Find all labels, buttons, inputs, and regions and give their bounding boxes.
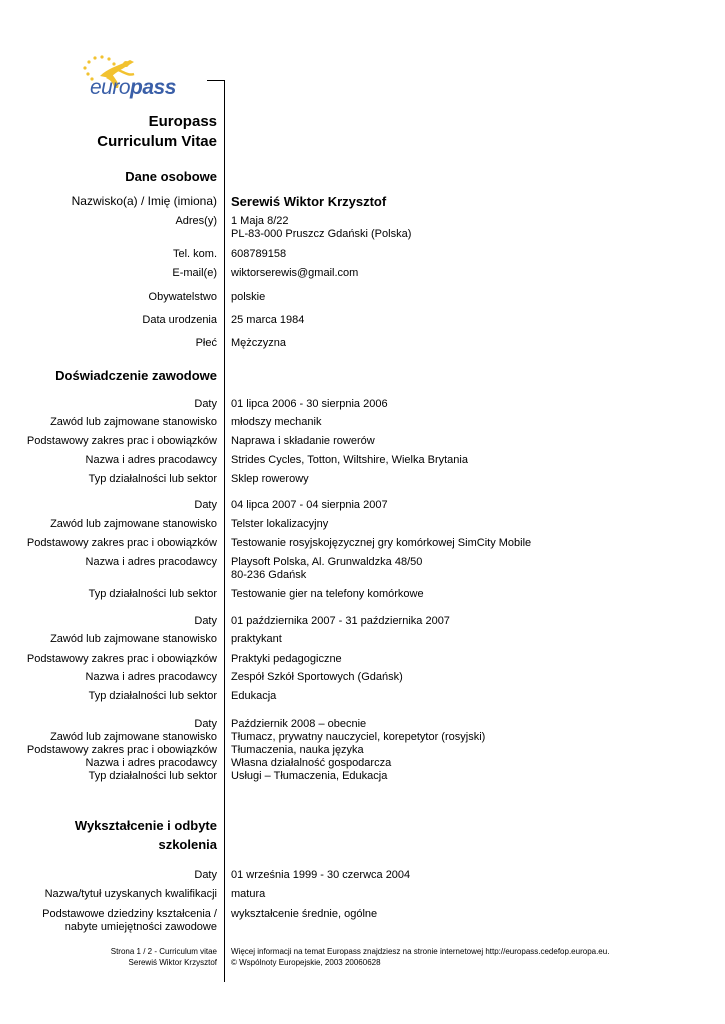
dates-label: Daty: [194, 615, 217, 627]
job-employer: Strides Cycles, Totton, Wiltshire, Wielka Brytania: [231, 454, 468, 466]
subjects-label: [42, 908, 217, 934]
job-sector: Sklep rowerowy: [231, 473, 309, 485]
job-duties: Naprawa i składanie rowerów: [231, 435, 375, 447]
qualification-value: matura: [231, 888, 266, 900]
employer-line-1: Playsoft Polska, Al. Grunwaldzka 48/50: [231, 556, 423, 568]
europass-logo: [78, 54, 178, 106]
employer-label: Nazwa i adres pracodawcy: [85, 454, 217, 466]
job-duties: Praktyki pedagogiczne: [231, 653, 342, 665]
position-label: Zawód lub zajmowane stanowisko: [50, 731, 217, 743]
logo-part-pass: pass: [130, 76, 176, 99]
dates-label: Daty: [194, 499, 217, 511]
education-heading-line-2: szkolenia: [158, 837, 217, 852]
subjects-value: wykształcenie średnie, ogólne: [231, 908, 378, 920]
logo-part-euro: euro: [90, 76, 131, 99]
subjects-label-line-2: nabyte umiejętności zawodowe: [64, 921, 217, 933]
footer-copyright-line: © Wspólnoty Europejskie, 2003 20060628: [231, 958, 381, 967]
position-label: Zawód lub zajmowane stanowisko: [50, 518, 217, 530]
job-dates: Październik 2008 – obecnie: [231, 718, 367, 730]
duties-label: Podstawowy zakres prac i obowiązków: [26, 653, 217, 665]
job-position: Tłumacz, prywatny nauczyciel, korepetytor (rosyjski): [231, 731, 486, 743]
duties-label: Podstawowy zakres prac i obowiązków: [26, 537, 217, 549]
job-position: Telster lokalizacyjny: [231, 518, 329, 530]
job-employer: Własna działalność gospodarcza: [231, 757, 392, 769]
education-dates: 01 września 1999 - 30 czerwca 2004: [231, 869, 411, 881]
birth-value: 25 marca 1984: [231, 314, 305, 326]
sector-label: Typ działalności lub sektor: [88, 588, 217, 600]
footer-page-info: [111, 946, 217, 968]
education-dates-label: Daty: [194, 869, 217, 881]
full-name: Serewiś Wiktor Krzysztof: [231, 194, 387, 209]
employer-label: Nazwa i adres pracodawcy: [85, 671, 217, 683]
subjects-label-line-1: Podstawowe dziedziny kształcenia /: [42, 908, 217, 920]
job-duties: Testowanie rosyjskojęzycznej gry komórkowej SimCity Mobile: [231, 537, 532, 549]
gender-value: Mężczyzna: [231, 337, 287, 349]
email-label: E-mail(e): [172, 267, 217, 279]
position-label: Zawód lub zajmowane stanowisko: [50, 416, 217, 428]
footer-info: [231, 946, 609, 968]
job-position: młodszy mechanik: [231, 416, 322, 428]
footer-info-line: Więcej informacji na temat Europass znajdziesz na stronie internetowej http://europass.cedefop.europa.eu.: [231, 947, 610, 956]
dates-label: Daty: [194, 398, 217, 410]
phone-value: 608789158: [231, 248, 287, 260]
sector-label: Typ działalności lub sektor: [88, 770, 217, 782]
section-heading-personal: Dane osobowe: [125, 169, 217, 184]
nationality-value: polskie: [231, 291, 266, 303]
phone-label: Tel. kom.: [172, 248, 217, 260]
title-line-1: Europass: [148, 113, 217, 130]
section-heading-education: [75, 816, 217, 854]
gender-label: Płeć: [195, 337, 217, 349]
job-duties: Tłumaczenia, nauka języka: [231, 744, 364, 756]
job-dates: 01 października 2007 - 31 października 2007: [231, 615, 450, 627]
section-heading-work: Doświadczenie zawodowe: [55, 368, 217, 383]
birth-label: Data urodzenia: [142, 314, 217, 326]
address-label: Adres(y): [175, 215, 217, 227]
duties-label: Podstawowy zakres prac i obowiązków: [26, 435, 217, 447]
document-title: [97, 112, 217, 152]
column-divider: [224, 80, 225, 982]
education-heading-line-1: Wykształcenie i odbyte: [74, 818, 217, 833]
duties-label: Podstawowy zakres prac i obowiązków: [26, 744, 217, 756]
footer-owner-line: Serewiś Wiktor Krzysztof: [128, 958, 217, 967]
address-line-2: PL-83-000 Pruszcz Gdański (Polska): [231, 228, 412, 240]
nationality-label: Obywatelstwo: [148, 291, 217, 303]
title-line-2: Curriculum Vitae: [97, 133, 217, 150]
employer-label: Nazwa i adres pracodawcy: [85, 757, 217, 769]
footer-page-line: Strona 1 / 2 - Curriculum vitae: [110, 947, 217, 956]
europass-wordmark: [90, 76, 176, 100]
position-label: Zawód lub zajmowane stanowisko: [50, 633, 217, 645]
employer-line-2: 80-236 Gdańsk: [231, 569, 307, 581]
sector-label: Typ działalności lub sektor: [88, 473, 217, 485]
address-line-1: 1 Maja 8/22: [231, 215, 289, 227]
sector-label: Typ działalności lub sektor: [88, 690, 217, 702]
name-label: Nazwisko(a) / Imię (imiona): [71, 194, 217, 208]
column-divider-top: [207, 80, 225, 81]
job-position: praktykant: [231, 633, 282, 645]
employer-label: Nazwa i adres pracodawcy: [85, 556, 217, 568]
job-sector: Edukacja: [231, 690, 277, 702]
job-dates: 04 lipca 2007 - 04 sierpnia 2007: [231, 499, 388, 511]
dates-label: Daty: [194, 718, 217, 730]
job-sector: Usługi – Tłumaczenia, Edukacja: [231, 770, 388, 782]
email-value: wiktorserewis@gmail.com: [231, 267, 359, 279]
qualification-label: Nazwa/tytuł uzyskanych kwalifikacji: [44, 888, 217, 900]
job-dates: 01 lipca 2006 - 30 sierpnia 2006: [231, 398, 388, 410]
address-value: [231, 215, 411, 241]
job-employer: [231, 556, 422, 582]
job-employer: Zespół Szkół Sportowych (Gdańsk): [231, 671, 403, 683]
job-sector: Testowanie gier na telefony komórkowe: [231, 588, 424, 600]
